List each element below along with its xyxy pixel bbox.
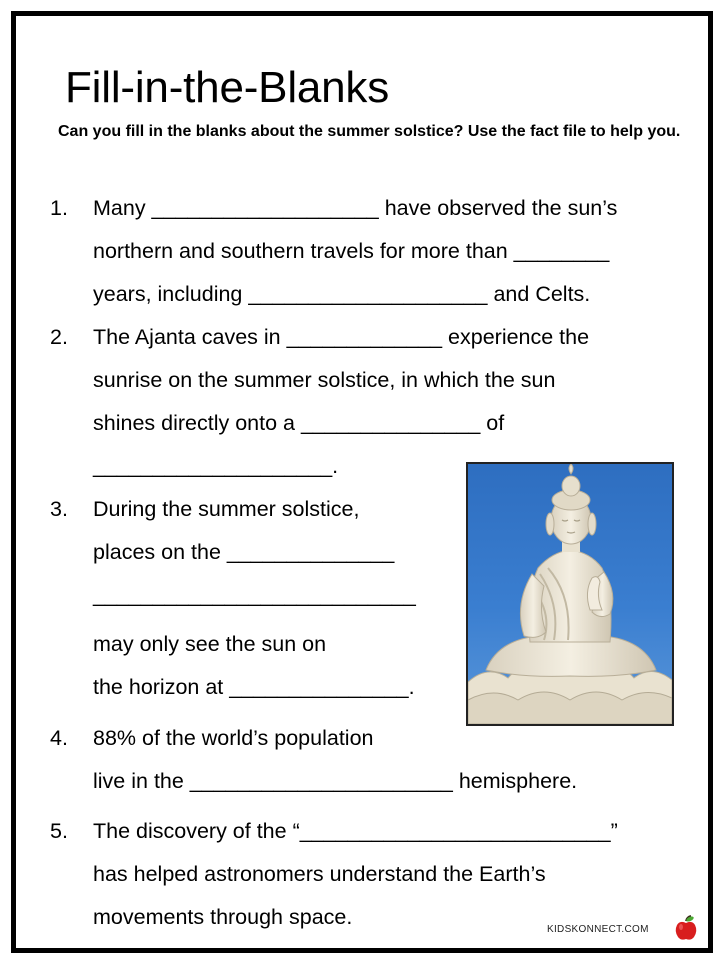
buddha-statue-illustration — [468, 464, 672, 724]
question-line: ____________________. — [93, 454, 339, 478]
apple-icon — [672, 914, 700, 942]
question-number: 1. — [50, 196, 68, 220]
question-line: 88% of the world’s population — [93, 726, 374, 750]
page-title: Fill-in-the-Blanks — [65, 63, 390, 112]
footer-brand: KIDSKONNECT.COM — [547, 924, 649, 935]
question-line: northern and southern travels for more than ________ — [93, 239, 610, 263]
question-line: may only see the sun on — [93, 632, 327, 656]
instructions: Can you fill in the blanks about the summer solstice? Use the fact file to help you. — [58, 123, 681, 140]
question-line: has helped astronomers understand the Earth’s — [93, 862, 546, 886]
question-line: places on the ______________ — [93, 540, 395, 564]
question-line: ___________________________ — [93, 583, 416, 607]
question-line: movements through space. — [93, 905, 353, 929]
question-line: sunrise on the summer solstice, in which the sun — [93, 368, 556, 392]
question-number: 4. — [50, 726, 68, 750]
question-number: 3. — [50, 497, 68, 521]
question-line: Many ___________________ have observed the sun’s — [93, 196, 618, 220]
question-number: 2. — [50, 325, 68, 349]
question-line: shines directly onto a _______________ of — [93, 411, 505, 435]
question-line: years, including ____________________ and Celts. — [93, 282, 591, 306]
buddha-statue-photo — [466, 462, 674, 726]
question-number: 5. — [50, 819, 68, 843]
question-line: The Ajanta caves in _____________ experience the — [93, 325, 590, 349]
question-line: the horizon at _______________. — [93, 675, 415, 699]
question-line: The discovery of the “__________________________” — [93, 819, 618, 843]
question-line: live in the ______________________ hemisphere. — [93, 769, 578, 793]
question-line: During the summer solstice, — [93, 497, 360, 521]
